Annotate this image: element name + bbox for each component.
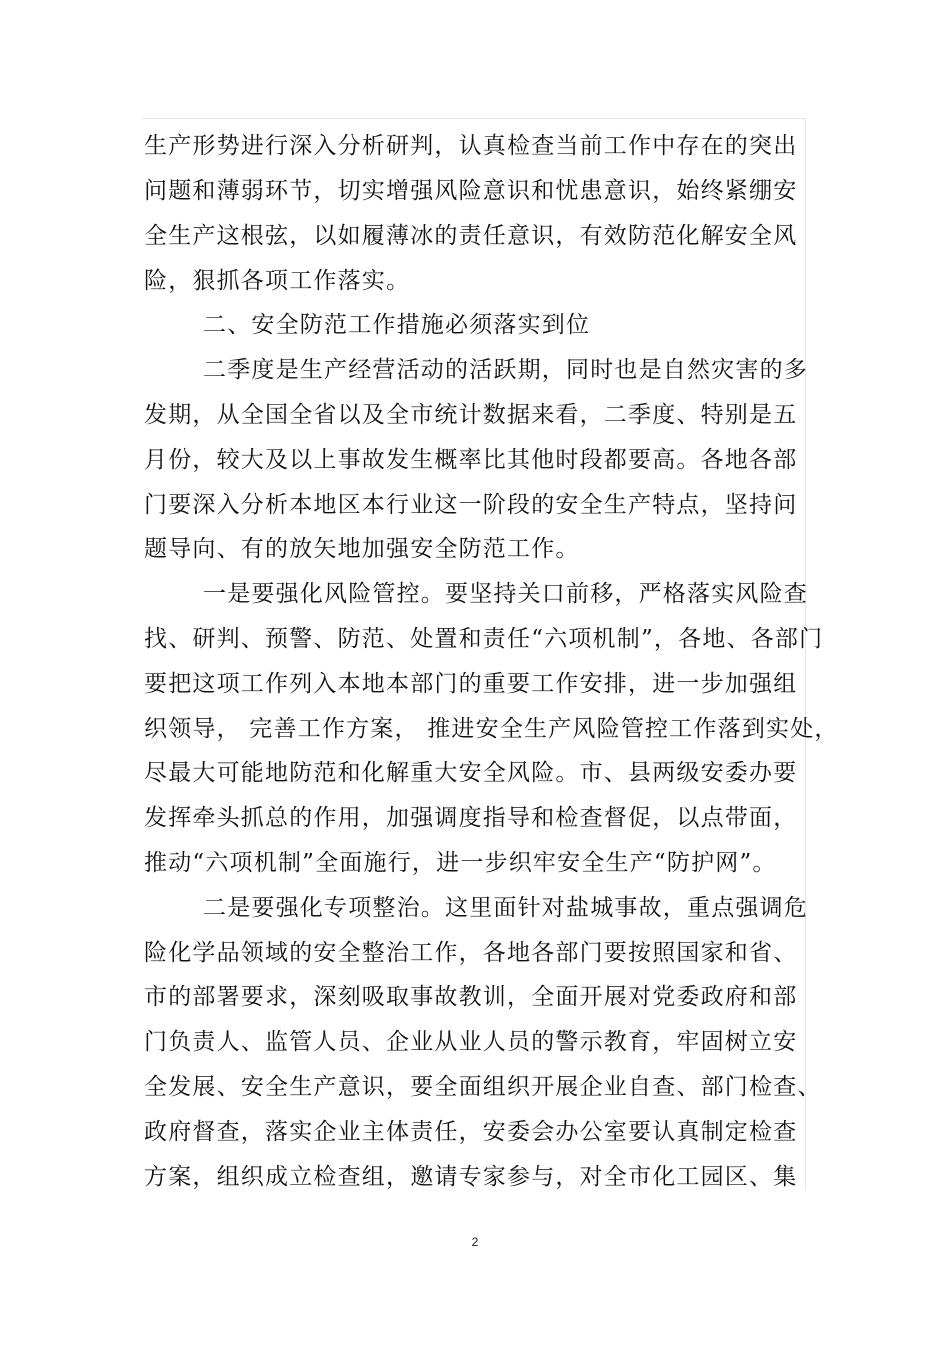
- section-heading: 二、安全防范工作措施必须落实到位: [203, 312, 591, 338]
- text-line: 月份，较大及以上事故发生概率比其他时段都要高。各地各部: [144, 447, 798, 473]
- text-line: 尽最大可能地防范和化解重大安全风险。市、县两级安委办要: [144, 760, 798, 786]
- text-line: 二是要强化专项整治。这里面针对盐城事故，重点强调危: [203, 895, 808, 921]
- page-number: 2: [471, 1235, 479, 1249]
- text-line: 问题和薄弱环节，切实增强风险意识和忧患意识，始终紧绷安: [144, 178, 798, 204]
- text-line: 发期，从全国全省以及全市统计数据来看，二季度、特别是五: [144, 402, 798, 428]
- text-line: 险化学品领域的安全整治工作，各地各部门要按照国家和省、: [144, 940, 798, 966]
- text-line: 险，狠抓各项工作落实。: [144, 268, 411, 294]
- text-line: 二季度是生产经营活动的活跃期，同时也是自然灾害的多: [203, 357, 808, 383]
- text-line: 要把这项工作列入本地本部门的重要工作安排，进一步加强组: [144, 671, 798, 697]
- text-line: 门负责人、监管人员、企业从业人员的警示教育，牢固树立安: [144, 1029, 798, 1055]
- text-line: 题导向、有的放矢地加强安全防范工作。: [144, 536, 580, 562]
- text-line: 推动“六项机制”全面施行，进一步织牢安全生产“防护网”。: [144, 850, 777, 876]
- text-line: 门要深入分析本地区本行业这一阶段的安全生产特点，坚持问: [144, 492, 798, 518]
- text-line: 一是要强化风险管控。要坚持关口前移，严格落实风险查: [203, 581, 808, 607]
- text-line: 找、研判、预警、防范、处置和责任“六项机制”，各地、各部门: [144, 626, 824, 652]
- text-line: 市的部署要求，深刻吸取事故教训，全面开展对党委政府和部: [144, 984, 798, 1010]
- text-line: 政府督查，落实企业主体责任，安委会办公室要认真制定检查: [144, 1119, 798, 1145]
- text-line: 全发展、安全生产意识，要全面组织开展企业自查、部门检查、: [144, 1074, 822, 1100]
- text-line: 方案，组织成立检查组，邀请专家参与，对全市化工园区、集: [144, 1164, 798, 1190]
- text-line: 全生产这根弦，以如履薄冰的责任意识，有效防范化解安全风: [144, 223, 798, 249]
- text-line: 发挥牵头抓总的作用，加强调度指导和检查督促，以点带面，: [144, 805, 798, 831]
- text-line: 生产形势进行深入分析研判，认真检查当前工作中存在的突出: [144, 133, 798, 159]
- text-line: 织领导， 完善工作方案， 推进安全生产风险管控工作落到实处，: [144, 716, 839, 742]
